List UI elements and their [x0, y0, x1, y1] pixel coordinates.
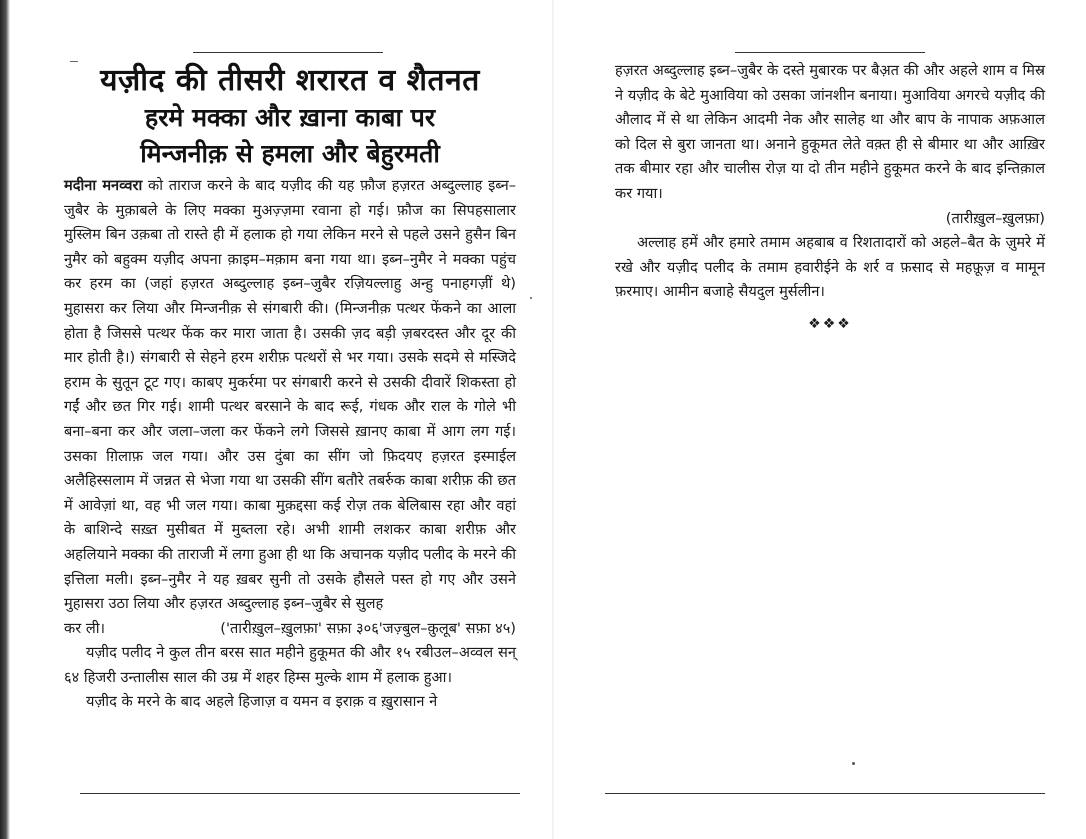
page-fold — [552, 0, 554, 839]
chapter-subtitle-line-1: हरमे मक्का और ख़ाना काबा पर — [144, 103, 436, 132]
section-ornament: ❖❖❖ — [808, 316, 852, 332]
paragraph-1 — [64, 174, 516, 617]
right-page-body — [615, 59, 1045, 305]
right-citation: (तारीख़ुल–ख़ुलफ़ा) — [945, 209, 1045, 227]
left-page-body — [64, 174, 516, 715]
citation: ('तारीख़ुल–ख़ुलफ़ा' सफ़ा ३०६'जज़्बुल–क़ुलूब' सफ़ा ४५) — [220, 619, 516, 637]
chapter-title: यज़ीद की तीसरी शरारत व शैतनत — [100, 63, 480, 98]
scan-speck — [852, 762, 855, 765]
right-paragraph-2: अल्लाह हमें और हमारे तमाम अहबाब व रिशतादारों को अहले–बैत के ज़ुमरे में रखे और यज़ीद पलीद के तमाम हवारीईने के शर्र व फ़साद से महफ़ूज़ व मामून फ़रमाए। आमीन बजाहे सैयदुल मुर्सलीन। — [615, 234, 1045, 301]
citation-line — [64, 617, 516, 642]
right-top-rule — [735, 52, 925, 53]
binding-shadow — [0, 0, 10, 839]
right-bottom-rule — [605, 793, 1045, 794]
scan-speck — [530, 297, 532, 299]
paragraph-3: यज़ीद के मरने के बाद अहले हिजाज़ व यमन व इराक़ व ख़ुरासान ने — [86, 693, 438, 711]
paragraph-lead-word: मदीना मनव्वरा — [64, 177, 143, 194]
left-bottom-rule — [80, 793, 520, 794]
paragraph-1-text: को ताराज करने के बाद यज़ीद की यह फ़ौज हज़रत अब्दुल्लाह इब्न–जुबैर के मुक़ाबले के लिए मक्का मुअज़्ज़मा रवाना हो गई। फ़ौज का सिपहसालार मुस्लिम बिन उक़बा तो रास्ते ही में हलाक हो गया लेकिन मरने से पहले उसने हुसैन बिन नुमैर को बहुक्म यज़ीद अपना क़ाइम–मक़ाम बना गया था। इब्न–नुमैर ने मक्का पहुंच कर हरम का (जहां हज़रत अब्दुल्लाह इब्न–जुबैर रज़ियल्लाहु अन्हु पनाहगज़ीं थे) मुहासरा कर लिया और मिन्जनीक़ से संगबारी की। (मिन्जनीक़ पत्थर फेंकने का आला होता है जिससे पत्थर फेंक कर मारा जाता है। उसकी ज़द बड़ी ज़बरदस्त और दूर की मार होती है।) संगबारी से सेहने हरम शरीफ़ पत्थरों से भर गया। उसके सदमे से मस्जिदे हराम के सुतून टूट गए। काबए मुकर्रमा पर संगबारी करने से उसकी दीवारें शिकस्ता हो गईं और छत गिर गई। शामी पत्थर बरसाने के बाद रूई, गंधक और राल के गोले भी बना–बना कर और जला–जला कर फेंकने लगे जिससे ख़ानए काबा में आग लग गई। उसका ग़िलाफ़ जल गया। और उस दुंबा का सींग जो फ़िदयए हज़रत इस्माईल अलैहिस्सलाम में जन्नत से भेजा गया था उसकी सींग बतौरे तबर्रुक काबा शरीफ़ की छत में आवेज़ां था, वह भी जल गया। काबा मुक़द्दसा कई रोज़ तक बेलिबास रहा और वहां के बाशिन्दे सख़्त मुसीबत में मुब्तला रहे। अभी शामी लशकर काबा शरीफ़ और अहलियाने मक्का की ताराजी में लगा हुआ ही था कि अचानक यज़ीद पलीद के मरने की इत्तिला मली। इब्न–नुमैर ने यह ख़बर सुनी तो उसके हौसले पस्त हो गए और उसने मुहासरा उठा लिया और हज़रत अब्दुल्लाह इब्न–जुबैर से सुलह — [64, 177, 516, 613]
right-paragraph-1: हज़रत अब्दुल्लाह इब्न–जुबैर के दस्ते मुबारक पर बैअ़त की और अहले शाम व मिस्र ने यज़ीद के बेटे मुआविया को उसका जांनशीन बनाया। मुआविया अगरचे यज़ीद की औलाद में से था लेकिन आदमी नेक और सालेह था और बाप के नापाक अफ़आल को दिल से बुरा जानता था। अनाने हुकूमत लेते वक़्त ही से बीमार था और आख़िर तक बीमार रहा और चालीस रोज़ या दो तीन महीने हुकूमत करने के बाद इन्तिक़ाल कर गया। — [615, 62, 1045, 202]
paragraph-1-end: कर ली। — [64, 619, 106, 637]
left-top-rule — [193, 52, 383, 53]
paragraph-2: यज़ीद पलीद ने कुल तीन बरस सात महीने हुकूमत की और १५ रबीउल–अव्वल सन् ६४ हिजरी उन्तालीस साल की उम्र में शहर हिम्स मुल्के शाम में हलाक हुआ। — [64, 644, 516, 686]
chapter-subtitle-line-2: मिन्जनीक़ से हमला और बेहुरमती — [140, 139, 440, 168]
